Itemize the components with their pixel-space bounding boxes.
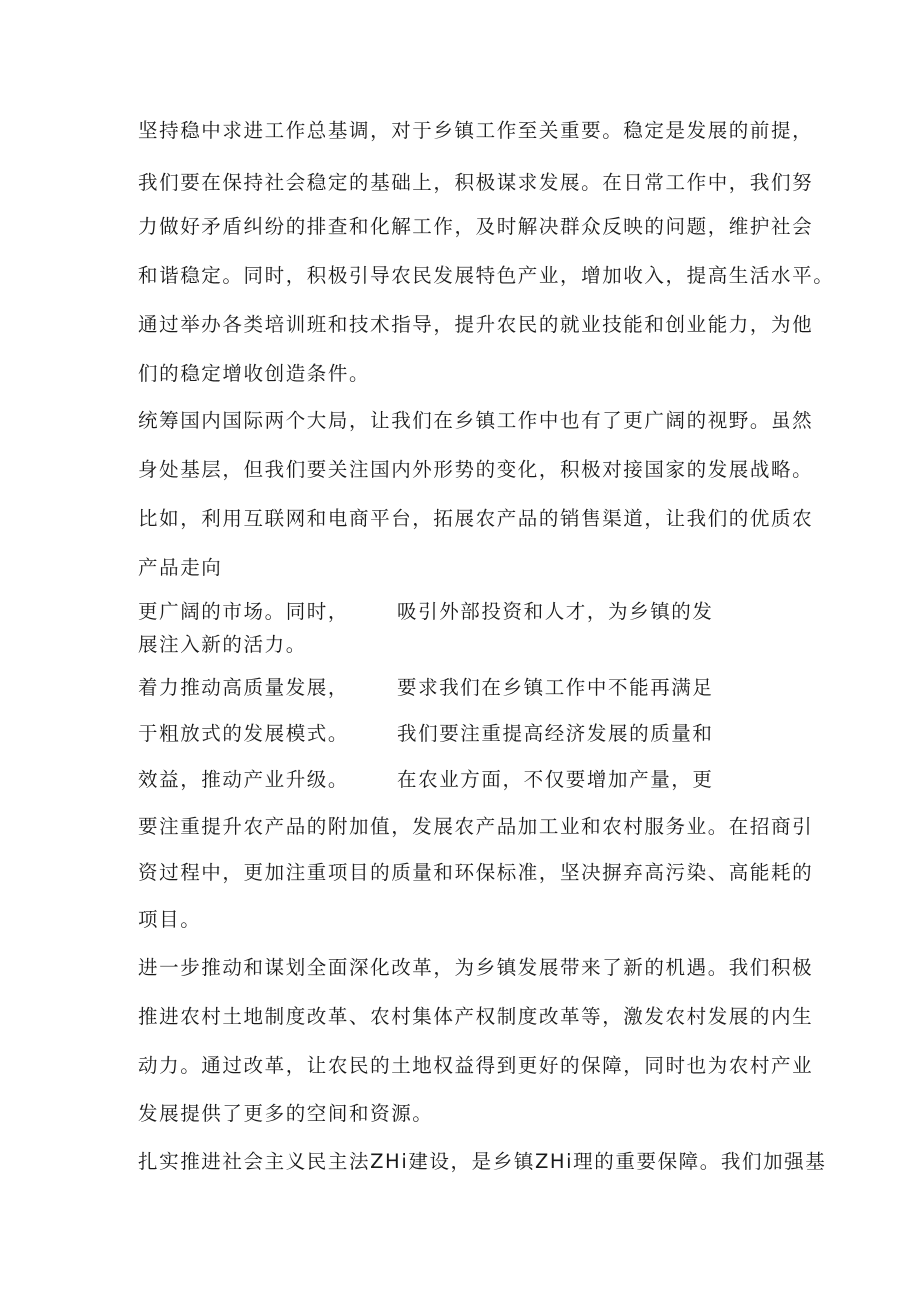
paragraph-2-line-2: 身处基层，但我们要关注国内外形势的变化，积极对接国家的发展战略。 xyxy=(138,458,814,481)
paragraph-4-row-2-left: 于粗放式的发展模式。 xyxy=(138,722,350,745)
paragraph-5-line-3: 动力。通过改革，让农民的土地权益得到更好的保障，同时也为农村产业 xyxy=(138,1054,814,1077)
paragraph-4-row-3-left: 效益，推动产业升级。 xyxy=(138,768,350,791)
paragraph-4-line-2: 资过程中，更加注重项目的质量和环保标准，坚决摒弃高污染、高能耗的 xyxy=(138,861,814,884)
paragraph-1-line-5: 通过举办各类培训班和技术指导，提升农民的就业技能和创业能力，为他 xyxy=(138,313,814,336)
paragraph-2-line-4: 产品走向 xyxy=(138,556,223,579)
paragraph-2-line-3: 比如，利用互联网和电商平台，拓展农产品的销售渠道，让我们的优质农 xyxy=(138,507,814,530)
paragraph-3-row-1-right: 吸引外部投资和人才，为乡镇的发 xyxy=(397,600,714,623)
paragraph-3-row-1-left: 更广阔的市场。同时， xyxy=(138,600,350,623)
paragraph-4-row-1-right: 要求我们在乡镇工作中不能再满足 xyxy=(397,676,714,699)
paragraph-4-row-1-left: 着力推动高质量发展， xyxy=(138,676,350,699)
paragraph-1-line-6: 们的稳定增收创造条件。 xyxy=(138,362,371,385)
paragraph-4-line-1: 要注重提升农产品的附加值，发展农产品加工业和农村服务业。在招商引 xyxy=(138,815,814,838)
paragraph-5-line-2: 推进农村土地制度改革、农村集体产权制度改革等，激发农村发展的内生 xyxy=(138,1005,814,1028)
paragraph-1-line-4: 和谐稳定。同时，积极引导农民发展特色产业，增加收入，提高生活水平。 xyxy=(138,264,835,287)
paragraph-4-row-2-right: 我们要注重提高经济发展的质量和 xyxy=(397,722,714,745)
paragraph-4-row-3-right: 在农业方面，不仅要增加产量，更 xyxy=(397,768,714,791)
paragraph-4-line-3: 项目。 xyxy=(138,908,202,931)
paragraph-3-row-2-left: 展注入新的活力。 xyxy=(138,633,307,656)
paragraph-5-line-4: 发展提供了更多的空间和资源。 xyxy=(138,1102,434,1125)
paragraph-1-line-2: 我们要在保持社会稳定的基础上，积极谋求发展。在日常工作中，我们努 xyxy=(138,171,814,194)
paragraph-5-line-1: 进一步推动和谋划全面深化改革，为乡镇发展带来了新的机遇。我们积极 xyxy=(138,956,814,979)
paragraph-1-line-3: 力做好矛盾纠纷的排查和化解工作，及时解决群众反映的问题，维护社会 xyxy=(138,215,814,238)
paragraph-2-line-1: 统筹国内国际两个大局，让我们在乡镇工作中也有了更广阔的视野。虽然 xyxy=(138,409,814,432)
paragraph-6-line-1: 扎实推进社会主义民主法ZHi建设，是乡镇ZHi理的重要保障。我们加强基 xyxy=(138,1150,827,1173)
paragraph-1-line-1: 坚持稳中求进工作总基调，对于乡镇工作至关重要。稳定是发展的前提， xyxy=(138,119,814,142)
